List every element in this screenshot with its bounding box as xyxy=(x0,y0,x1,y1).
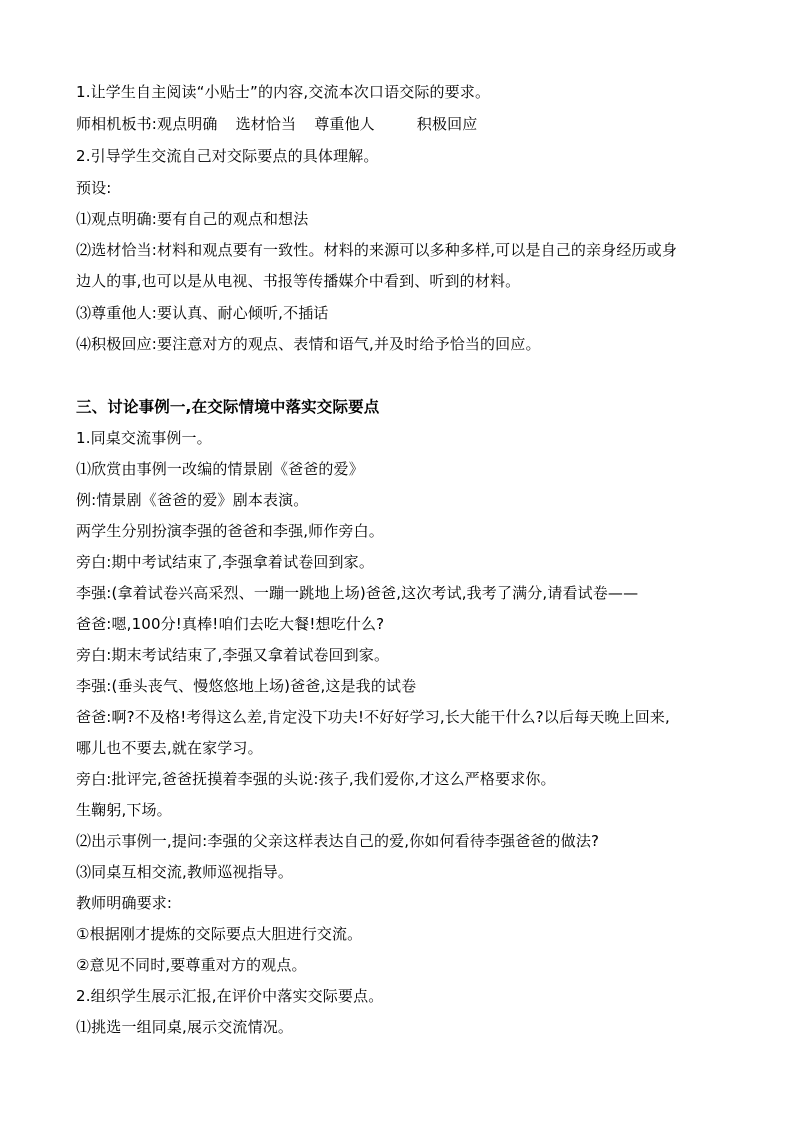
preset-point-2-continued: 边人的事,也可以是从电视、书报等传播媒介中看到、听到的材料。 xyxy=(76,272,521,290)
play-example: 例:情景剧《爸爸的爱》剧本表演。 xyxy=(76,491,309,509)
preset-point-1: ⑴观点明确:要有自己的观点和想法 xyxy=(76,210,309,228)
board-notes xyxy=(76,115,736,133)
teacher-requirements-label: 教师明确要求: xyxy=(76,894,173,912)
step-1-sub-1: ⑴欣赏由事例一改编的情景剧《爸爸的爱》 xyxy=(76,460,364,478)
instruction-read-tips: 1.让学生自主阅读“小贴士”的内容,交流本次口语交际的要求。 xyxy=(76,83,491,101)
preset-point-2: ⑵选材恰当:材料和观点要有一致性。材料的来源可以多种多样,可以是自己的亲身经历或身 xyxy=(76,241,677,259)
preset-point-4: ⑷积极回应:要注意对方的观点、表情和语气,并及时给予恰当的回应。 xyxy=(76,335,541,353)
instruction-discuss-points: 2.引导学生交流自己对交际要点的具体理解。 xyxy=(76,147,379,165)
board-item-3: 尊重他人 xyxy=(314,115,375,133)
step-1: 1.同桌交流事例一。 xyxy=(76,429,212,447)
requirement-1: ①根据刚才提炼的交际要点大胆进行交流。 xyxy=(76,925,363,943)
bow-exit: 生鞠躬,下场。 xyxy=(76,801,172,819)
board-item-1: 观点明确 xyxy=(156,115,218,133)
step-2: 2.组织学生展示汇报,在评价中落实交际要点。 xyxy=(76,987,384,1005)
dad-line-2: 爸爸:啊?不及格!考得这么差,肯定没下功夫!不好好学习,长大能干什么?以后每天晚上回来, xyxy=(76,708,670,726)
step-1-sub-2: ⑵出示事例一,提问:李强的父亲这样表达自己的爱,你如何看待李强爸爸的做法? xyxy=(76,832,600,850)
board-notes-prefix: 师相机板书: xyxy=(76,115,157,133)
board-item-4: 积极回应 xyxy=(416,115,478,133)
play-roles: 两学生分别扮演李强的爸爸和李强,师作旁白。 xyxy=(76,522,384,540)
step-2-sub-1: ⑴挑选一组同桌,展示交流情况。 xyxy=(76,1018,294,1036)
narration-1: 旁白:期中考试结束了,李强拿着试卷回到家。 xyxy=(76,553,374,571)
preset-point-3: ⑶尊重他人:要认真、耐心倾听,不插话 xyxy=(76,304,329,322)
preset-label: 预设: xyxy=(76,179,112,197)
narration-3: 旁白:批评完,爸爸抚摸着李强的头说:孩子,我们爱你,才这么严格要求你。 xyxy=(76,770,556,788)
liqiang-line-1: 李强:(拿着试卷兴高采烈、一蹦一跳地上场)爸爸,这次考试,我考了满分,请看试卷—— xyxy=(76,584,639,602)
narration-2: 旁白:期末考试结束了,李强又拿着试卷回到家。 xyxy=(76,646,390,664)
step-1-sub-3: ⑶同桌互相交流,教师巡视指导。 xyxy=(76,863,294,881)
liqiang-line-2: 李强:(垂头丧气、慢悠悠地上场)爸爸,这是我的试卷 xyxy=(76,677,417,695)
dad-line-1: 爸爸:嗯,100分!真棒!咱们去吃大餐!想吃什么? xyxy=(76,615,385,633)
requirement-2: ②意见不同时,要尊重对方的观点。 xyxy=(76,956,307,974)
section-heading: 三、讨论事例一,在交际情境中落实交际要点 xyxy=(76,398,380,416)
dad-line-2-continued: 哪儿也不要去,就在家学习。 xyxy=(76,739,263,757)
board-item-2: 选材恰当 xyxy=(235,115,297,133)
